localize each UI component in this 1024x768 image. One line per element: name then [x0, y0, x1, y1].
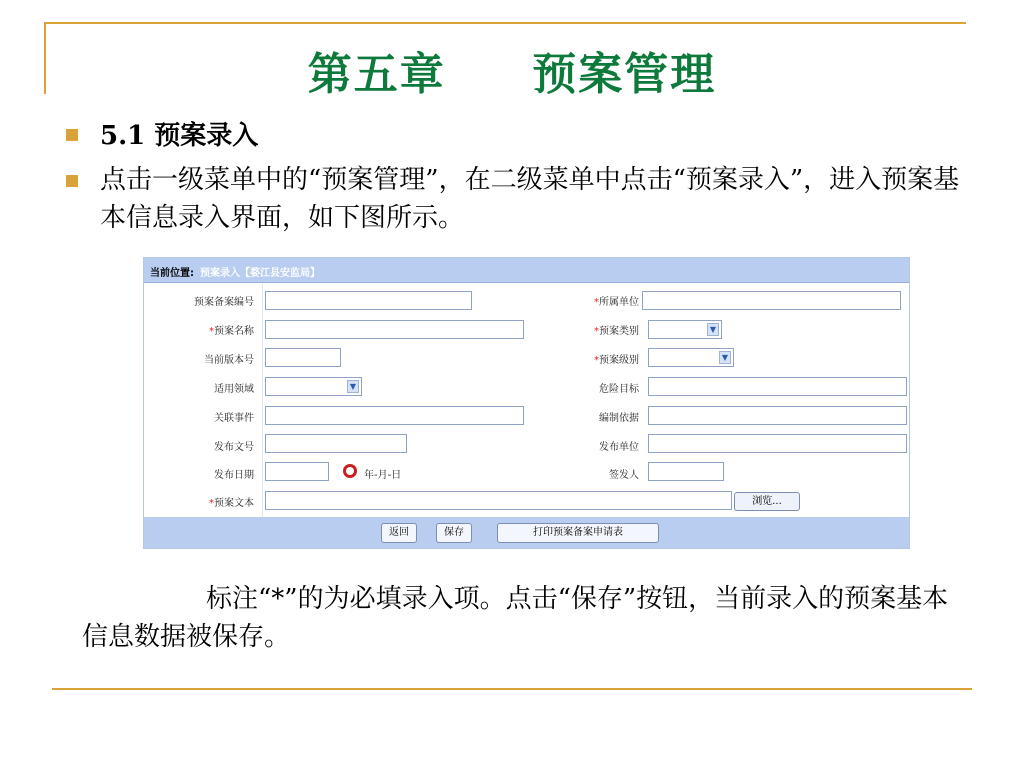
label-publish-date: 发布日期 — [214, 470, 254, 481]
chevron-down-icon: ▼ — [347, 380, 359, 393]
bullet-square-icon — [66, 129, 78, 141]
label-plan-name: *预案名称 — [209, 326, 254, 337]
publish-date-input[interactable] — [265, 462, 329, 481]
bullet-text: 5.1 预案录入 — [100, 121, 259, 151]
label-divider — [262, 283, 263, 517]
bottom-rule — [52, 688, 972, 690]
publish-doc-number-input[interactable] — [265, 434, 407, 453]
domain-select[interactable] — [265, 377, 362, 396]
date-format-hint: 年-月-日 — [364, 470, 402, 481]
plan-record-number-input[interactable] — [265, 291, 472, 310]
top-rule — [44, 22, 966, 24]
plan-text-file-input[interactable] — [265, 491, 732, 510]
affiliated-unit-input[interactable] — [642, 291, 901, 310]
breadcrumb — [144, 258, 909, 283]
label-domain: 适用领域 — [214, 384, 254, 395]
slide-title: 第五章 预案管理 — [307, 49, 717, 100]
plan-level-select[interactable] — [648, 348, 734, 367]
chevron-down-icon: ▼ — [719, 351, 731, 364]
form-footer — [144, 517, 909, 548]
label-publishing-unit: 发布单位 — [599, 442, 639, 453]
hazard-target-input[interactable] — [648, 377, 907, 396]
version-input[interactable] — [265, 348, 341, 367]
label-plan-category: *预案类别 — [594, 326, 639, 337]
label-affiliated-unit: *所属单位 — [594, 297, 639, 308]
label-basis: 编制依据 — [599, 413, 639, 424]
plan-name-input[interactable] — [265, 320, 524, 339]
label-related-event: 关联事件 — [214, 413, 254, 424]
label-plan-text: *预案文本 — [209, 498, 254, 509]
issuer-input[interactable] — [648, 462, 724, 481]
calendar-clock-icon[interactable] — [343, 464, 357, 478]
label-publish-doc-number: 发布文号 — [214, 442, 254, 453]
breadcrumb-label: 当前位置: — [150, 268, 194, 279]
plan-entry-form — [143, 257, 910, 549]
label-plan-record-number: 预案备案编号 — [194, 297, 254, 308]
print-application-button[interactable]: 打印预案备案申请表 — [497, 523, 659, 543]
chevron-down-icon: ▼ — [707, 323, 719, 336]
publishing-unit-input[interactable] — [648, 434, 907, 453]
browse-button[interactable]: 浏览... — [734, 492, 800, 511]
note-text: 标注“*”的为必填录入项。点击“保存”按钮，当前录入的预案基本信息数据被保存。 — [82, 584, 949, 652]
bullet-text: 点击一级菜单中的“预案管理”，在二级菜单中点击“预案录入”，进入预案基本信息录入界面，如下图所示。 — [100, 165, 960, 233]
bullet-square-icon — [66, 175, 78, 187]
label-plan-level: *预案级别 — [594, 355, 639, 366]
plan-category-select[interactable] — [648, 320, 722, 339]
save-button[interactable]: 保存 — [436, 523, 472, 543]
label-hazard-target: 危险目标 — [599, 384, 639, 395]
related-event-input[interactable] — [265, 406, 524, 425]
label-issuer: 签发人 — [609, 470, 639, 481]
back-button[interactable]: 返回 — [381, 523, 417, 543]
label-version: 当前版本号 — [204, 355, 254, 366]
breadcrumb-path[interactable]: 预案录入【婺江县安监局】 — [200, 268, 320, 279]
basis-input[interactable] — [648, 406, 907, 425]
